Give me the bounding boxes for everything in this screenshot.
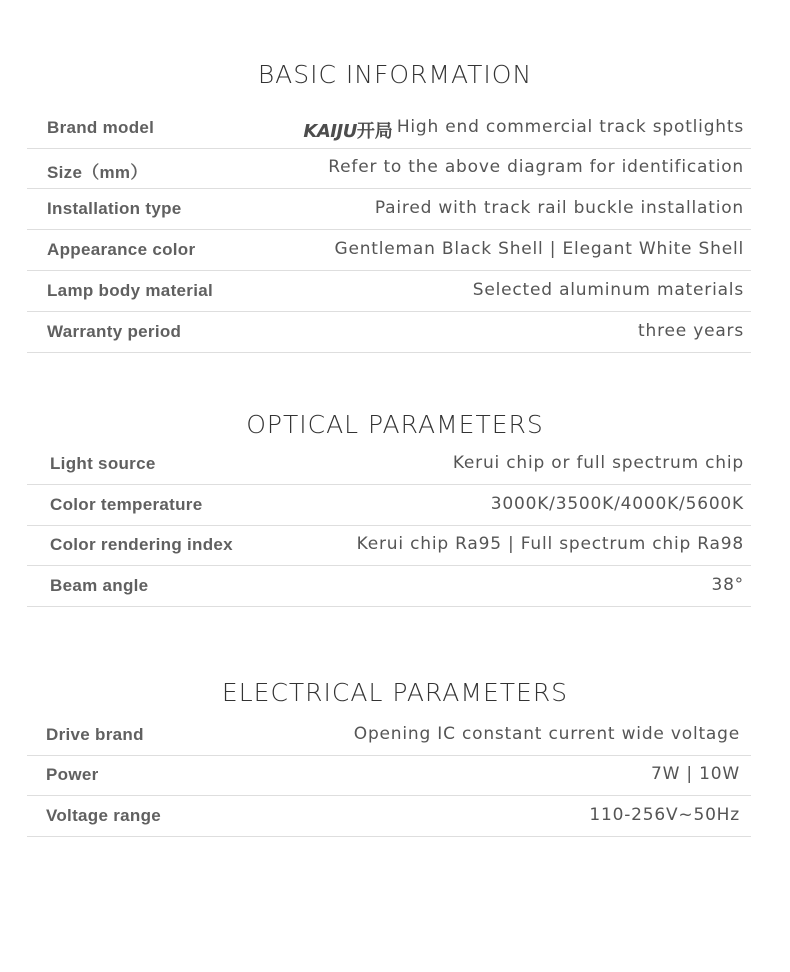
spec-value: Kerui chip Ra95 | Full spectrum chip Ra98 xyxy=(356,534,744,554)
electrical-parameters-title: ELECTRICAL PARAMETERS xyxy=(221,678,569,707)
spec-value: Opening IC constant current wide voltage xyxy=(353,724,740,744)
spec-value: Gentleman Black Shell | Elegant White Shell xyxy=(334,239,744,259)
spec-label: Appearance color xyxy=(47,240,196,259)
spec-row-appearance-color xyxy=(27,230,751,271)
spec-label: Beam angle xyxy=(50,576,149,595)
spec-row-warranty-period xyxy=(27,312,751,353)
spec-row-color-temperature xyxy=(27,485,751,526)
spec-row-drive-brand xyxy=(27,715,751,756)
spec-label: Size（mm） xyxy=(47,163,148,182)
optical-parameters-title: OPTICAL PARAMETERS xyxy=(246,410,544,439)
spec-row-brand-model xyxy=(27,108,751,149)
spec-label: Drive brand xyxy=(46,725,144,744)
spec-row-light-source xyxy=(27,444,751,485)
spec-value: 7W | 10W xyxy=(650,764,740,784)
spec-value: KAIJU开局 High end commercial track spotlights xyxy=(303,117,744,142)
spec-row-voltage-range xyxy=(27,796,751,837)
basic-information-title: BASIC INFORMATION xyxy=(257,60,533,89)
spec-label: Installation type xyxy=(47,199,182,218)
spec-value: 3000K/3500K/4000K/5600K xyxy=(490,494,744,514)
spec-label: Warranty period xyxy=(47,322,182,341)
spec-label: Color temperature xyxy=(50,495,203,514)
spec-row-lamp-body-material xyxy=(27,271,751,312)
spec-row-color-rendering-index xyxy=(27,525,751,566)
spec-label: Brand model xyxy=(47,118,155,137)
spec-label: Color rendering index xyxy=(50,535,233,554)
spec-value: Refer to the above diagram for identification xyxy=(328,157,744,177)
spec-row-power xyxy=(27,755,751,796)
kaiju-logo: KAIJU开局 xyxy=(303,121,393,142)
spec-label: Voltage range xyxy=(46,806,162,825)
spec-row-installation-type xyxy=(27,189,751,230)
spec-value: Paired with track rail buckle installation xyxy=(374,198,744,218)
spec-value: Selected aluminum materials xyxy=(472,280,744,300)
spec-value: Kerui chip or full spectrum chip xyxy=(452,453,744,473)
spec-label: Lamp body material xyxy=(47,281,213,300)
spec-label: Power xyxy=(46,765,99,784)
spec-row-beam-angle xyxy=(27,566,751,607)
spec-row-size xyxy=(27,148,751,189)
spec-value: three years xyxy=(638,321,744,341)
spec-label: Light source xyxy=(50,454,156,473)
spec-value: 38° xyxy=(711,575,744,595)
spec-value: 110-256V~50Hz xyxy=(589,805,740,825)
